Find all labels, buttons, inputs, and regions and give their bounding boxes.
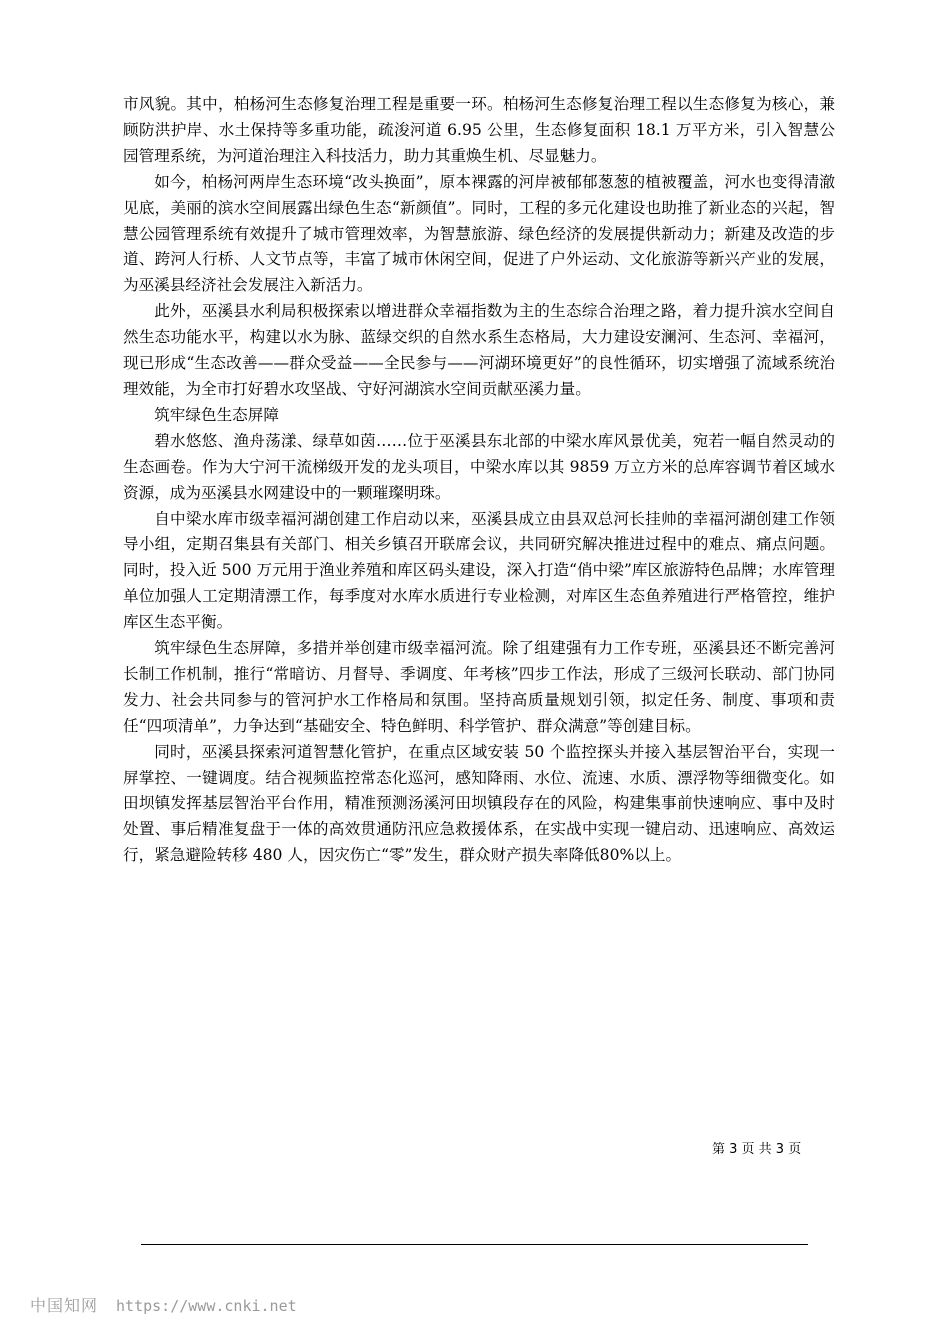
paragraph: 自中梁水库市级幸福河湖创建工作启动以来，巫溪县成立由县双总河长挂帅的幸福河湖创建工作领导小组，定期召集县有关部门、相关乡镇召开联席会议，共同研究解决推进过程中的难点、痛点问题。同时，投入近 500 万元用于渔业养殖和库区码头建设，深入打造“俏中梁”库区旅游特色品牌；水库管理单位加强人工定期清漂工作，每季度对水库水质进行专业检测，对库区生态鱼养殖进行严格管控，维护库区生态平衡。 [123, 509, 835, 632]
cnki-watermark [30, 1294, 297, 1318]
paragraph: 筑牢绿色生态屏障，多措并举创建市级幸福河流。除了组建强有力工作专班，巫溪县还不断完善河长制工作机制，推行“常暗访、月督导、季调度、年考核”四步工作法，形成了三级河长联动、部门协同发力、社会共同参与的管河护水工作格局和氛围。坚持高质量规划引领，拟定任务、制度、事项和责任“四项清单”，力争达到“基础安全、特色鲜明、科学管护、群众满意”等创建目标。 [123, 639, 835, 735]
paragraph: 碧水悠悠、渔舟荡漾、绿草如茵……位于巫溪县东北部的中梁水库风景优美，宛若一幅自然灵动的生态画卷。作为大宁河干流梯级开发的龙头项目，中梁水库以其 9859 万立方米的总库容调节着区域水资源，成为巫溪县水网建设中的一颗璀璨明珠。 [123, 431, 835, 502]
paragraph-continuation: 市风貌。其中，柏杨河生态修复治理工程是重要一环。柏杨河生态修复治理工程以生态修复为核心，兼顾防洪护岸、水土保持等多重功能，疏浚河道 6.95 公里，生态修复面积 18.1 万平方米，引入智慧公园管理系统，为河道治理注入科技活力，助力其重焕生机、尽显魅力。 [123, 95, 835, 165]
paragraph: 如今，柏杨河两岸生态环境“改头换面”，原本裸露的河岸被郁郁葱葱的植被覆盖，河水也变得清澈见底，美丽的滨水空间展露出绿色生态“新颜值”。同时，工程的多元化建设也助推了新业态的兴起，智慧公园管理系统有效提升了城市管理效率，为智慧旅游、绿色经济的发展提供新动力；新建及改造的步道、跨河人行桥、人文节点等，丰富了城市休闲空间，促进了户外运动、文化旅游等新兴产业的发展，为巫溪县经济社会发展注入新活力。 [123, 172, 835, 295]
watermark-url: https://www.cnki.net [116, 1297, 297, 1315]
paragraph: 同时，巫溪县探索河道智慧化管护，在重点区域安装 50 个监控探头并接入基层智治平台，实现一屏掌控、一键调度。结合视频监控常态化巡河，感知降雨、水位、流速、水质、漂浮物等细微变化。如田坝镇发挥基层智治平台作用，精准预测汤溪河田坝镇段存在的风险，构建集事前快速响应、事中及时处置、事后精准复盘于一体的高效贯通防汛应急救援体系，在实战中实现一键启动、迅速响应、高效运行，紧急避险转移 480 人，因灾伤亡“零”发生，群众财产损失率降低80%以上。 [123, 742, 835, 865]
page-number: 第 3 页 共 3 页 [712, 1142, 802, 1157]
watermark-brand: 中国知网 [30, 1296, 99, 1315]
footer-divider [141, 1244, 808, 1245]
article-body [123, 92, 835, 869]
paragraph: 此外，巫溪县水利局积极探索以增进群众幸福指数为主的生态综合治理之路，着力提升滨水空间自然生态功能水平，构建以水为脉、蓝绿交织的自然水系生态格局，大力建设安澜河、生态河、幸福河，现已形成“生态改善——群众受益——全民参与——河湖环境更好”的良性循环，切实增强了流域系统治理效能，为全市打好碧水攻坚战、守好河湖滨水空间贡献巫溪力量。 [123, 302, 835, 398]
section-heading: 筑牢绿色生态屏障 [154, 405, 279, 424]
